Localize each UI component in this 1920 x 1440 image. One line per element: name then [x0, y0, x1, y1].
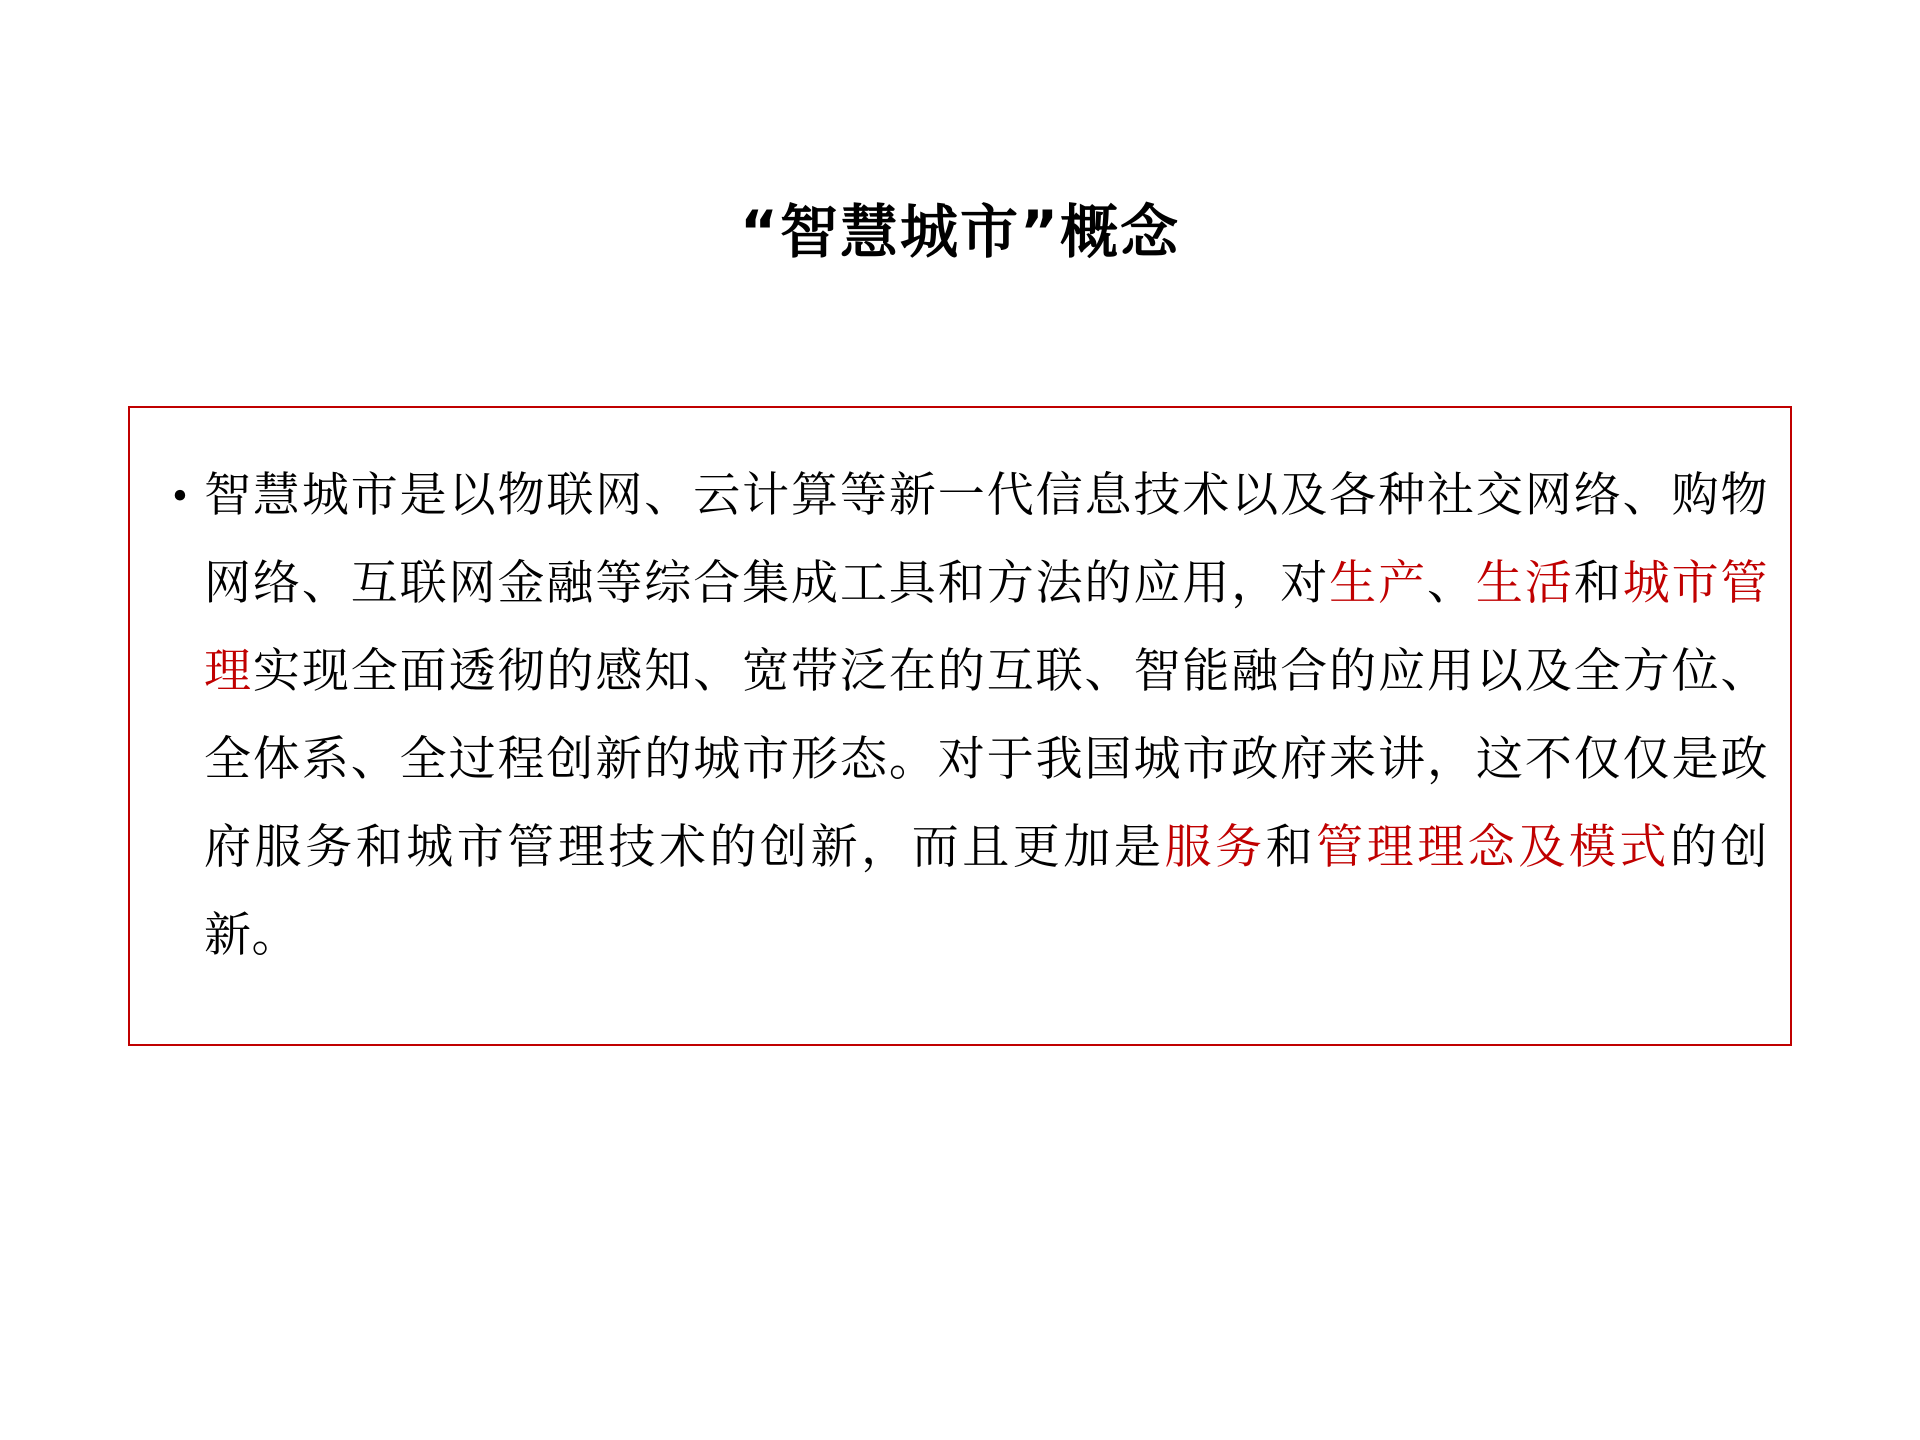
body-text: 实现全面透彻的感知、宽带泛在的互联、智能融合的应用以及全方位、全体系、全过程创新的城市形态。对于我国城市政府来讲，这不仅仅是政府服务和城市管理技术的创新，而且更加是	[204, 646, 1769, 874]
bullet-marker: •	[172, 471, 188, 520]
body-text: 的创新。	[204, 822, 1769, 962]
highlighted-text: 管理理念及模式	[1316, 822, 1670, 874]
list-item	[156, 452, 1768, 980]
body-text: 、	[1427, 558, 1476, 610]
body-paragraph	[204, 452, 1768, 980]
highlighted-text: 生产	[1329, 558, 1427, 610]
highlighted-text: 城市管理	[204, 558, 1769, 698]
page-title: “智慧城市”概念	[739, 198, 1181, 266]
content-box	[128, 406, 1792, 1046]
body-text: 和	[1265, 822, 1317, 874]
highlighted-text: 服务	[1164, 822, 1266, 874]
body-text: 和	[1573, 558, 1623, 610]
highlighted-text: 生活	[1475, 558, 1574, 610]
body-text: 智慧城市是以物联网、云计算等新一代信息技术以及各种社交网络、购物网络、互联网金融等综合集成工具和方法的应用，对	[204, 470, 1768, 610]
